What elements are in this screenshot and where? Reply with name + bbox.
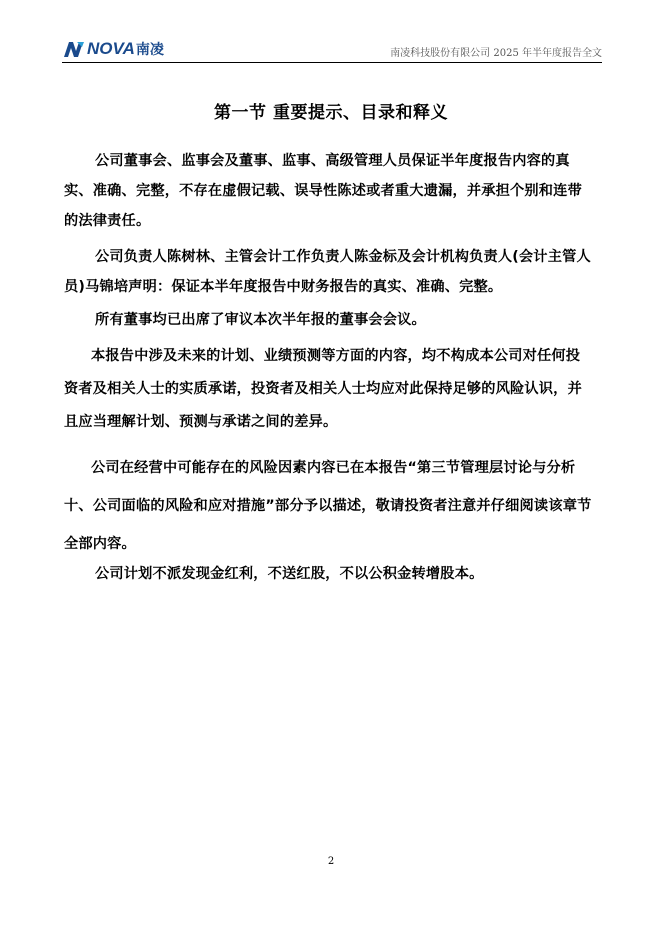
page-number: 2 (327, 856, 335, 867)
paragraph-risk-factors: 公司在经营中可能存在的风险因素内容已在本报告“第三节管理层讨论与分析十、公司面临的风险和应对措施”部分予以描述，敬请投资者注意并仔细阅读该章节全部内容。 (64, 460, 592, 552)
report-title: 南凌科技股份有限公司 2025 年半年度报告全文 (390, 48, 602, 59)
logo-text: NOVA (87, 39, 135, 58)
section-title: 第一节 重要提示、目录和释义 (214, 103, 448, 123)
company-logo (62, 38, 164, 60)
paragraph-dividend-plan: 公司计划不派发现金红利，不送红股，不以公积金转增股本。 (95, 566, 484, 582)
paragraph-forward-looking: 本报告中涉及未来的计划、业绩预测等方面的内容，均不构成本公司对任何投资者及相关人士的实质承诺，投资者及相关人士均应对此保持足够的风险认识，并且应当理解计划、预测与承诺之间的差异。 (64, 348, 582, 430)
paragraph-directors-attendance: 所有董事均已出席了审议本次半年报的董事会会议。 (95, 312, 426, 328)
paragraph-board-guarantee: 公司董事会、监事会及董事、监事、高级管理人员保证半年度报告内容的真实、准确、完整，不存在虚假记载、误导性陈述或者重大遗漏，并承担个别和连带的法律责任。 (64, 153, 582, 229)
nova-logo-icon (62, 39, 86, 59)
paragraph-responsible-persons: 公司负责人陈树林、主管会计工作负责人陈金标及会计机构负责人(会计主管人员)马锦培声明：保证本半年度报告中财务报告的真实、准确、完整。 (64, 249, 591, 295)
page-header (62, 36, 602, 63)
logo-cn-text: 南凌 (135, 42, 164, 58)
